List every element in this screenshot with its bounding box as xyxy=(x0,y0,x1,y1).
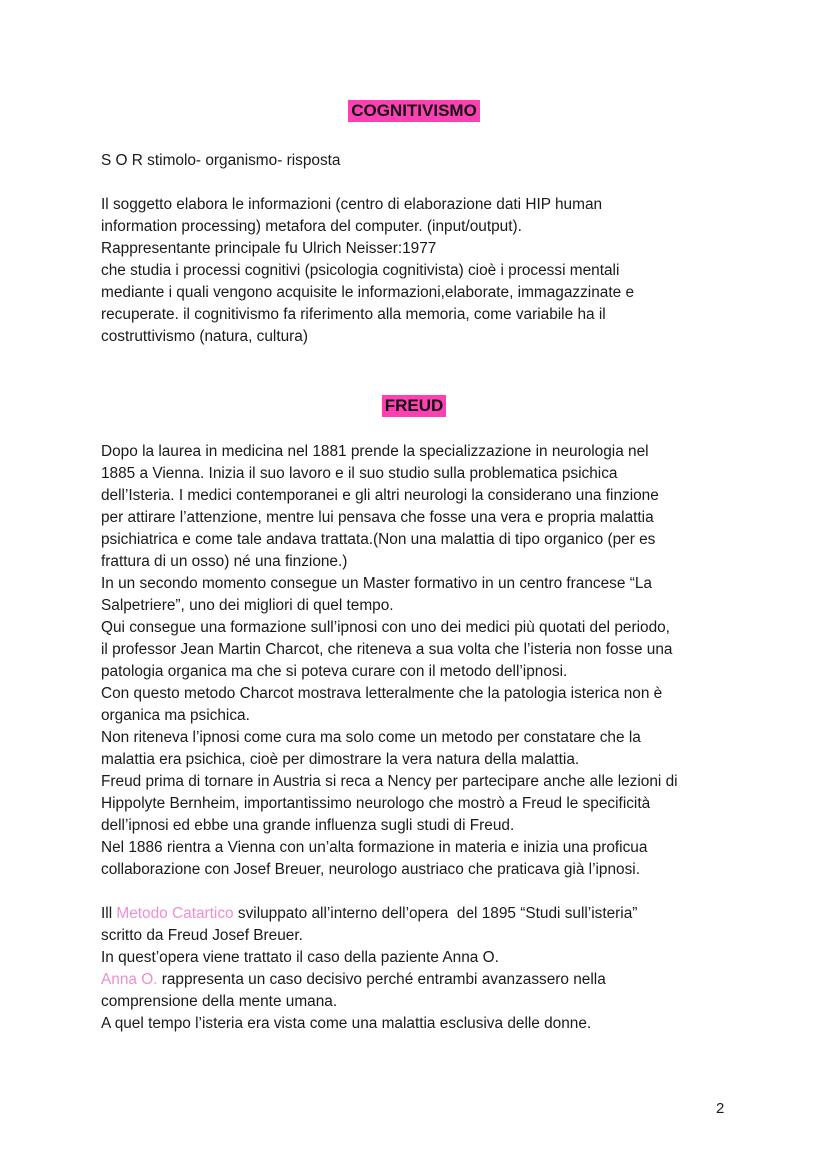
paragraph-line: Salpetriere”, uno dei migliori di quel tempo. xyxy=(101,597,394,614)
paragraph-line: scritto da Freud Josef Breuer. xyxy=(101,927,303,944)
anna-suffix: rappresenta un caso decisivo perché entrambi avanzassero nella xyxy=(157,971,606,988)
anna-o-line xyxy=(101,969,606,991)
paragraph-line: mediante i quali vengono acquisite le informazioni,elaborate, immagazzinate e xyxy=(101,284,634,301)
paragraph-line: comprensione della mente umana. xyxy=(101,993,338,1010)
heading-freud-wrap xyxy=(0,395,828,417)
paragraph-line: che studia i processi cognitivi (psicologia cognitivista) cioè i processi mentali xyxy=(101,262,620,279)
paragraph-line: Con questo metodo Charcot mostrava letteralmente che la patologia isterica non è xyxy=(101,685,663,702)
anna-o-link[interactable]: Anna O. xyxy=(101,971,158,988)
paragraph-line: Dopo la laurea in medicina nel 1881 prende la specializzazione in neurologia nel xyxy=(101,443,649,460)
metodo-prefix: Ill xyxy=(101,905,117,922)
paragraph-line: organica ma psichica. xyxy=(101,707,250,724)
paragraph-line: patologia organica ma che si poteva curare con il metodo dell’ipnosi. xyxy=(101,663,568,680)
heading-cognitivismo-wrap xyxy=(0,100,828,122)
paragraph-line: Rappresentante principale fu Ulrich Neisser:1977 xyxy=(101,240,437,257)
paragraph-line: malattia era psichica, cioè per dimostrare la vera natura della malattia. xyxy=(101,751,580,768)
paragraph-line: Freud prima di tornare in Austria si reca a Nency per partecipare anche alle lezioni di xyxy=(101,773,678,790)
metodo-catartico-link[interactable]: Metodo Catartico xyxy=(116,905,234,922)
paragraph-line: recuperate. il cognitivismo fa riferimento alla memoria, come variabile ha il xyxy=(101,306,606,323)
paragraph-line: collaborazione con Josef Breuer, neurologo austriaco che praticava già l’ipnosi. xyxy=(101,861,640,878)
paragraph-line: Qui consegue una formazione sull’ipnosi con uno dei medici più quotati del periodo, xyxy=(101,619,670,636)
paragraph-line: A quel tempo l’isteria era vista come una malattia esclusiva delle donne. xyxy=(101,1015,592,1032)
page-number: 2 xyxy=(716,1100,725,1117)
paragraph-line: il professor Jean Martin Charcot, che riteneva a sua volta che l’isteria non fosse una xyxy=(101,641,673,658)
paragraph-line: dell’Isteria. I medici contemporanei e gli altri neurologi la considerano una finzione xyxy=(101,487,659,504)
paragraph-line: per attirare l’attenzione, mentre lui pensava che fosse una vera e propria malattia xyxy=(101,509,654,526)
paragraph-line: Hippolyte Bernheim, importantissimo neurologo che mostrò a Freud le specificità xyxy=(101,795,651,812)
paragraph-line: frattura di un osso) né una finzione.) xyxy=(101,553,348,570)
paragraph-line: Non riteneva l’ipnosi come cura ma solo come un metodo per constatare che la xyxy=(101,729,641,746)
paragraph-line: dell’ipnosi ed ebbe una grande influenza sugli studi di Freud. xyxy=(101,817,515,834)
paragraph-line: information processing) metafora del computer. (input/output). xyxy=(101,218,522,235)
paragraph-line: Il soggetto elabora le informazioni (centro di elaborazione dati HIP human xyxy=(101,196,603,213)
section-heading-cognitivismo: COGNITIVISMO xyxy=(348,100,480,122)
paragraph-line: 1885 a Vienna. Inizia il suo lavoro e il suo studio sulla problematica psichica xyxy=(101,465,618,482)
paragraph-line: In un secondo momento consegue un Master formativo in un centro francese “La xyxy=(101,575,652,592)
paragraph-line: Nel 1886 rientra a Vienna con un’alta formazione in materia e inizia una proficua xyxy=(101,839,648,856)
metodo-catartico-line xyxy=(101,903,637,925)
paragraph-line: In quest’opera viene trattato il caso della paziente Anna O. xyxy=(101,949,499,966)
paragraph-line: S O R stimolo- organismo- risposta xyxy=(101,152,341,169)
paragraph-line: costruttivismo (natura, cultura) xyxy=(101,328,308,345)
paragraph-line: psichiatrica e come tale andava trattata.(Non una malattia di tipo organico (per es xyxy=(101,531,656,548)
metodo-suffix: sviluppato all’interno dell’opera del 1895 “Studi sull’isteria” xyxy=(233,905,638,922)
section-heading-freud: FREUD xyxy=(382,395,447,417)
